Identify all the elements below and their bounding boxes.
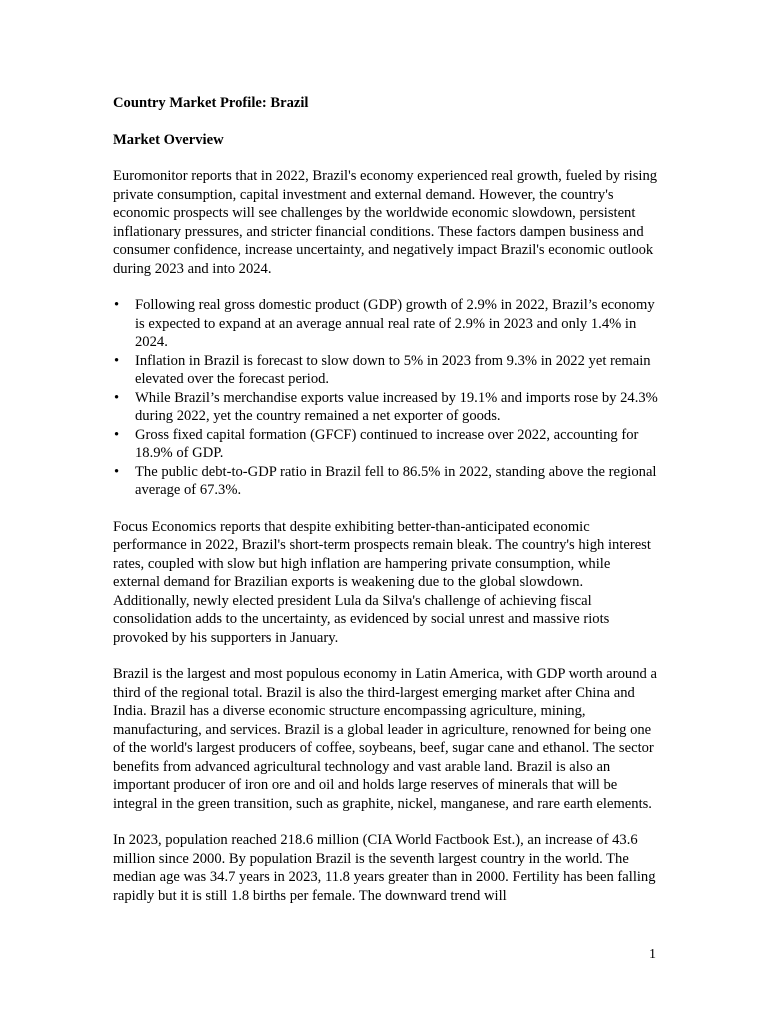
list-item — [113, 352, 658, 389]
economy-paragraph: Brazil is the largest and most populous economy in Latin America, with GDP worth around a third of the regional total. Brazil is also the third-largest emerging market after China and India. Brazil has a diverse economic structure encompassing agriculture, mining, manufacturing, and services. Brazil is a global leader in agriculture, renowned for being one of the world's largest producers of coffee, soybeans, beef, sugar cane and ethanol. The sector benefits from advanced agricultural technology and vast arable land. Brazil is also an important producer of iron ore and oil and holds large reserves of minerals that will be integral in the green transition, such as graphite, nickel, manganese, and rare earth elements. — [113, 666, 657, 812]
list-item — [113, 389, 658, 426]
bullet-icon: • — [114, 426, 120, 443]
bullet-icon: • — [114, 297, 120, 313]
bullet-icon: • — [114, 352, 120, 369]
list-item-text: Inflation in Brazil is forecast to slow down to 5% in 2023 from 9.3% in 2022 yet remain elevated over the forecast period. — [135, 352, 651, 387]
list-item-text: Following real gross domestic product (GDP) growth of 2.9% in 2022, Brazil’s economy is expected to expand at an average annual real rate of 2.9% in 2023 and only 1.4% in 2024. — [135, 297, 655, 350]
document-body — [113, 94, 658, 905]
document-title: Country Market Profile: Brazil — [113, 95, 309, 111]
population-paragraph: In 2023, population reached 218.6 million (CIA World Factbook Est.), an increase of 43.6 million since 2000. By population Brazil is the seventh largest country in the world. The median age was 34.7 years in 2023, 11.8 years greater than in 2000. Fertility has been falling rapidly but it is still 1.8 births per female. The downward trend will — [113, 832, 656, 904]
key-facts-list — [113, 296, 658, 500]
page-number: 1 — [649, 947, 656, 962]
list-item-text: While Brazil’s merchandise exports value increased by 19.1% and imports rose by 24.3% during 2022, yet the country remained a net exporter of goods. — [135, 389, 658, 424]
section-heading: Market Overview — [113, 131, 224, 148]
list-item — [113, 296, 658, 352]
focus-economics-paragraph: Focus Economics reports that despite exhibiting better-than-anticipated economic performance in 2022, Brazil's short-term prospects remain bleak. The country's high interest rates, coupled with slow but high inflation are hampering private consumption, while external demand for Brazilian exports is weakening due to the global slowdown. Additionally, newly elected president Lula da Silva's challenge of achieving fiscal consolidation adds to the uncertainty, as evidenced by social unrest and massive riots provoked by his supporters in January. — [113, 518, 651, 646]
bullet-icon: • — [114, 463, 120, 480]
bullet-icon: • — [114, 389, 120, 406]
list-item-text: The public debt-to-GDP ratio in Brazil fell to 86.5% in 2022, standing above the regional average of 67.3%. — [135, 463, 657, 498]
list-item — [113, 426, 658, 463]
intro-paragraph: Euromonitor reports that in 2022, Brazil's economy experienced real growth, fueled by rising private consumption, capital investment and external demand. However, the country's economic prospects will see challenges by the worldwide economic slowdown, persistent inflationary pressures, and stricter financial conditions. These factors dampen business and consumer confidence, increase uncertainty, and negatively impact Brazil's economic outlook during 2023 and into 2024. — [113, 168, 658, 277]
list-item — [113, 463, 658, 500]
list-item-text: Gross fixed capital formation (GFCF) continued to increase over 2022, accounting for 18.9% of GDP. — [135, 426, 639, 461]
